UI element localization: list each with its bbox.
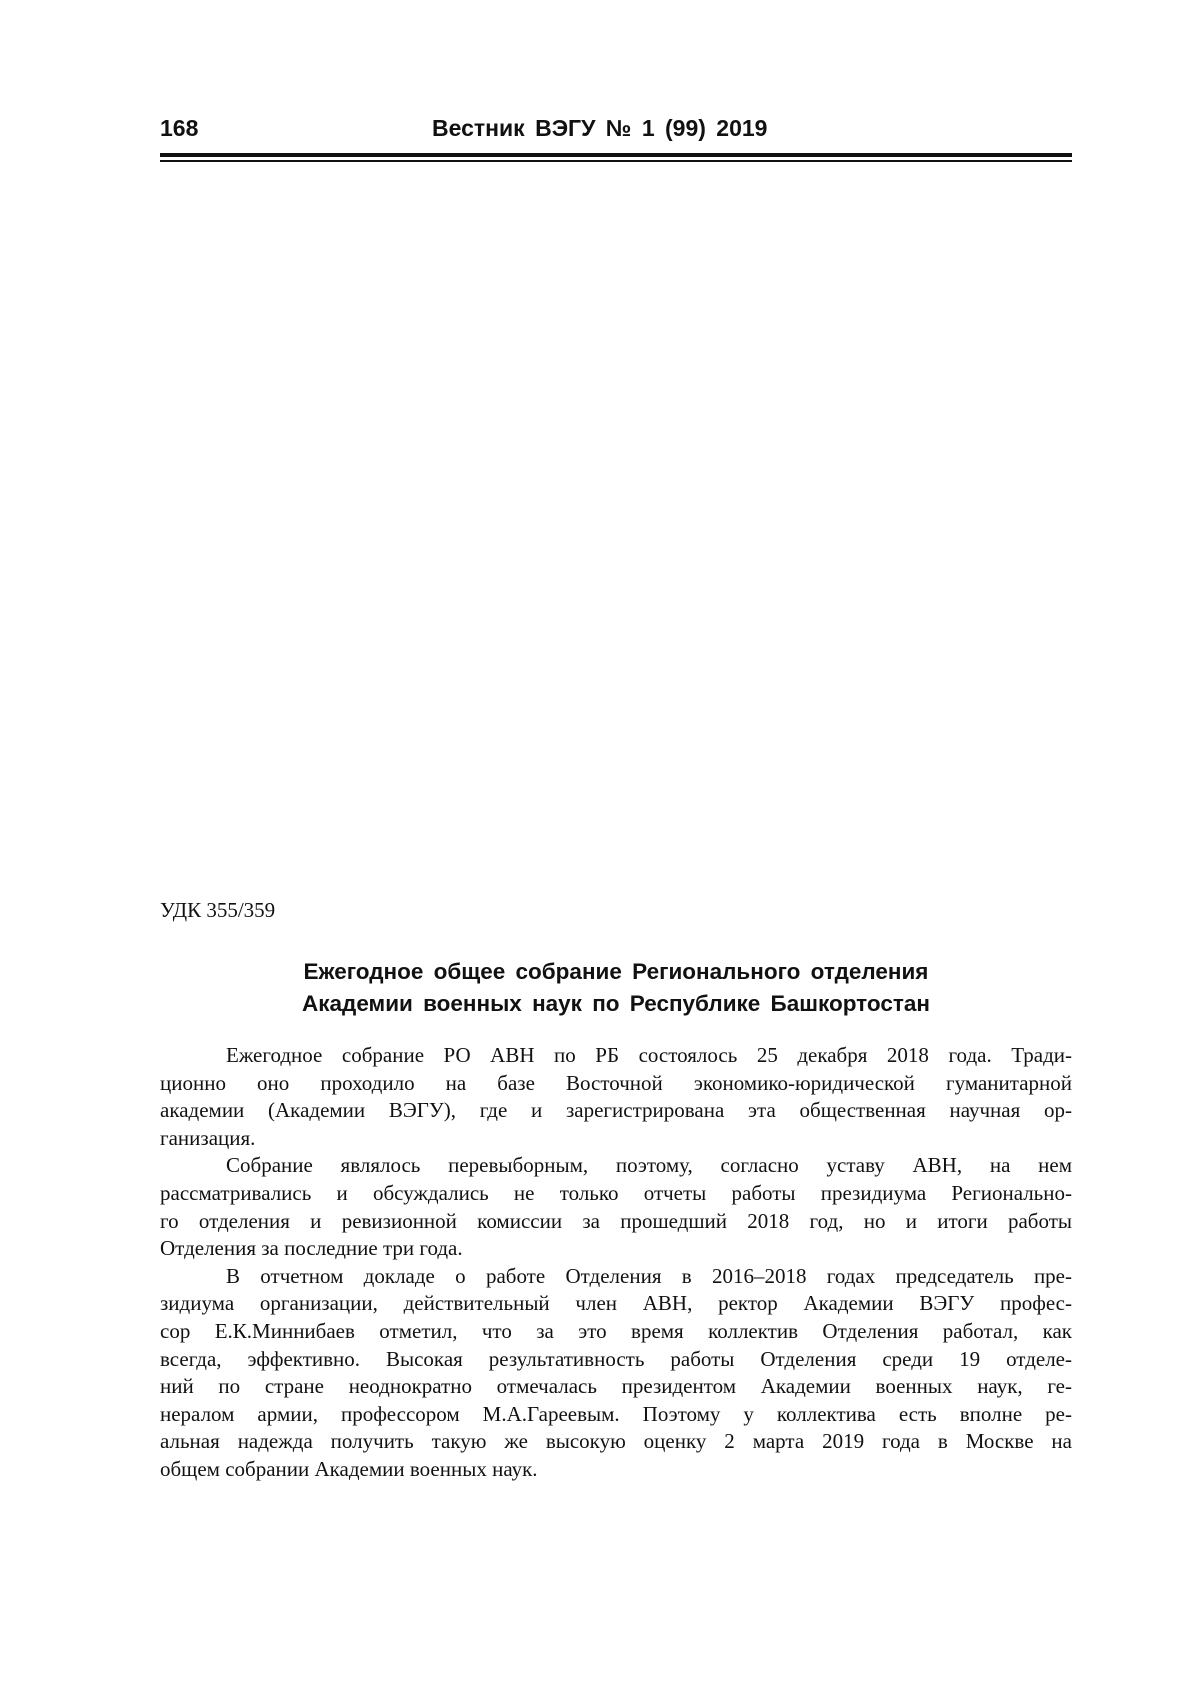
body-line: сор Е.К.Миннибаев отметил, что за это время коллектив Отделения работал, как [160, 1318, 1072, 1343]
body-line: нералом армии, профессором М.А.Гареевым. Поэтому у коллектива есть вполне ре- [160, 1401, 1072, 1426]
page-number: 168 [160, 115, 199, 141]
body-line: В отчетном докладе о работе Отделения в 2016–2018 годах председатель пре- [226, 1263, 1072, 1288]
body-line: академии (Академии ВЭГУ), где и зарегистрирована эта общественная научная ор- [160, 1098, 1072, 1123]
body-line: общем собрании Академии военных наук. [160, 1456, 538, 1481]
body-line: Ежегодное собрание РО АВН по РБ состоялось 25 декабря 2018 года. Тради- [226, 1043, 1072, 1067]
article-title-line: Академии военных наук по Республике Башкортостан [302, 991, 930, 1016]
body-line: зидиума организации, действительный член АВН, ректор Академии ВЭГУ профес- [160, 1291, 1072, 1316]
header-rule-thin [160, 160, 1072, 162]
running-header [160, 114, 1072, 154]
body-line: го отделения и ревизионной комиссии за прошедший 2018 год, но и итоги работы [160, 1208, 1072, 1233]
journal-title: Вестник ВЭГУ № 1 (99) 2019 [432, 115, 768, 141]
body-line: Отделения за последние три года. [160, 1236, 463, 1261]
body-line: Собрание являлось перевыборным, поэтому, согласно уставу АВН, на нем [226, 1153, 1072, 1178]
body-line: рассматривались и обсуждались не только отчеты работы президиума Регионально- [160, 1180, 1072, 1205]
article-title-line: Ежегодное общее собрание Регионального отделения [303, 959, 929, 984]
body-line: ний по стране неоднократно отмечалась президентом Академии военных наук, ге- [160, 1374, 1072, 1399]
article-body [160, 1042, 1072, 1484]
body-line: ганизация. [160, 1125, 256, 1150]
body-line: альная надежда получить такую же высокую оценку 2 марта 2019 года в Москве на [160, 1429, 1072, 1454]
udc-code: УДК 355/359 [160, 898, 276, 922]
body-line: ционно оно проходило на базе Восточной экономико-юридической гуманитарной [160, 1070, 1072, 1095]
article-title [160, 956, 1072, 1020]
header-rule-thick [160, 153, 1072, 157]
body-line: всегда, эффективно. Высокая результативность работы Отделения среди 19 отделе- [160, 1346, 1072, 1371]
